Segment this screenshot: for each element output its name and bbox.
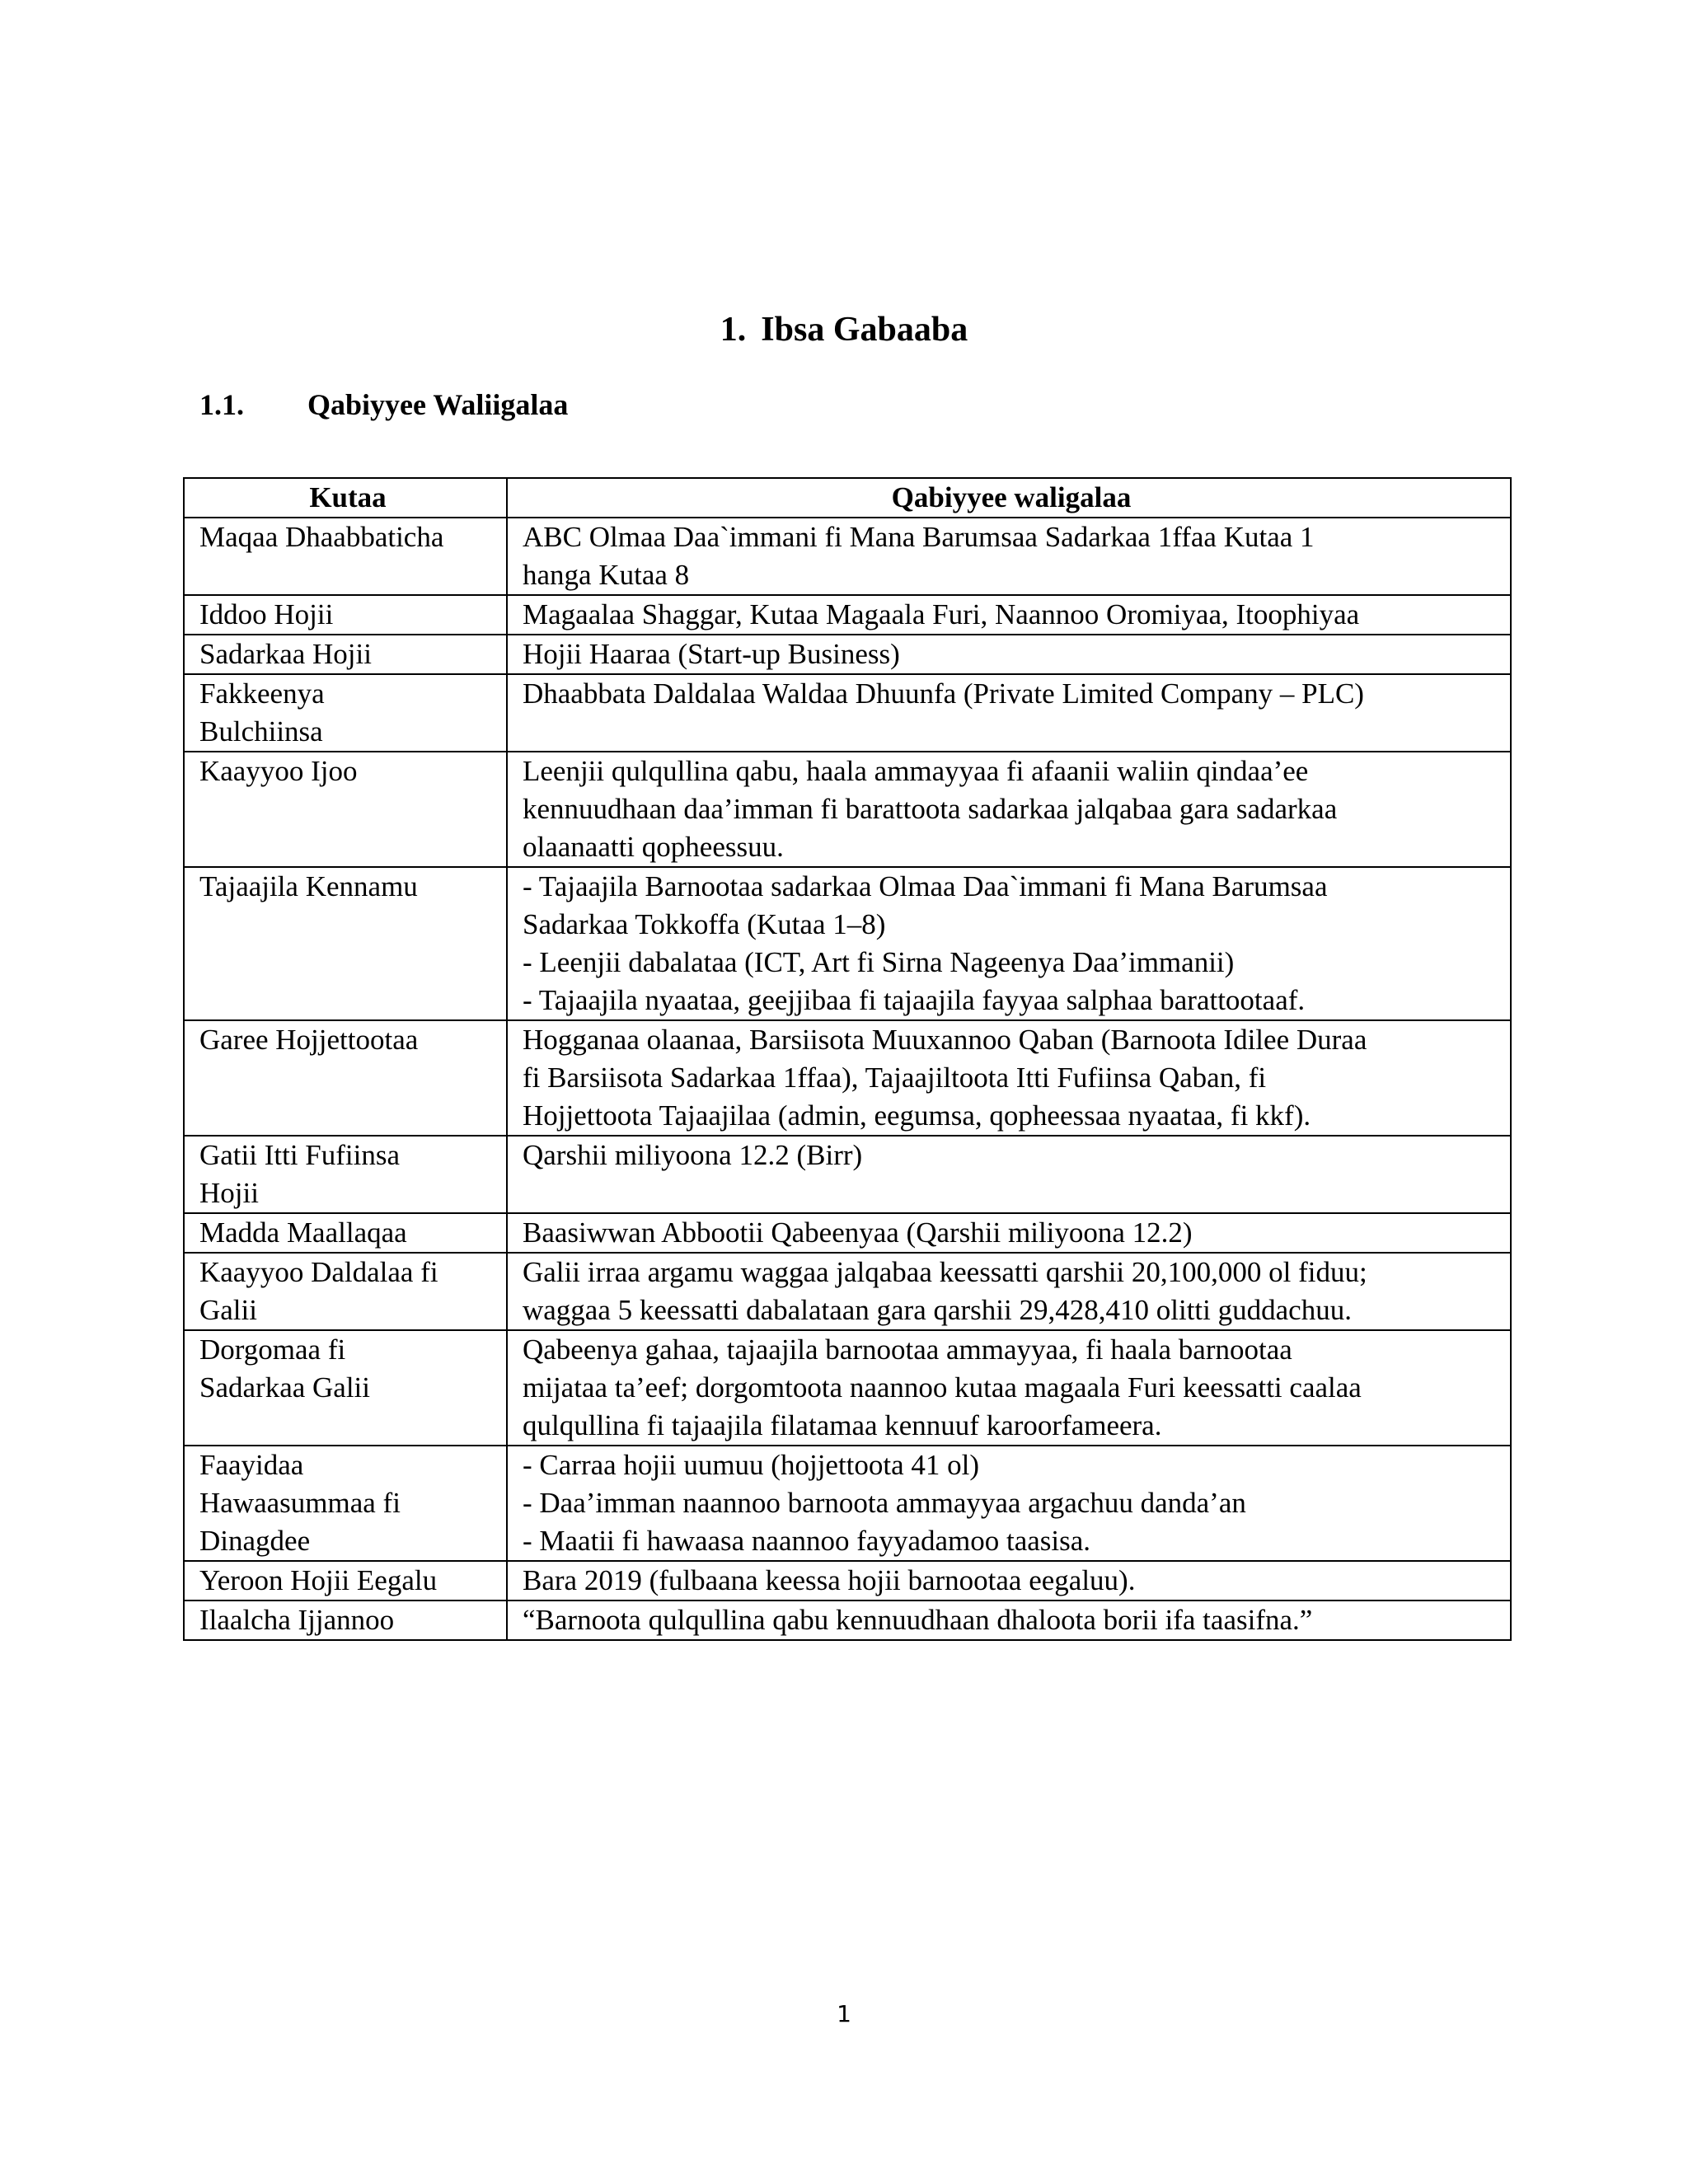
row-content-line: “Barnoota qulqullina qabu kennuudhaan dhaloota borii ifa taasifna.”	[523, 1604, 1313, 1636]
row-content-line: Qabeenya gahaa, tajaajila barnootaa ammayyaa, fi haala barnootaa	[523, 1333, 1292, 1366]
row-label-cell	[184, 1561, 507, 1601]
row-content-cell	[507, 867, 1511, 1020]
row-label-line: Bulchiinsa	[199, 715, 323, 748]
row-label-cell	[184, 674, 507, 752]
row-content-line: Dhaabbata Daldalaa Waldaa Dhuunfa (Private Limited Company – PLC)	[523, 677, 1364, 710]
table-row	[184, 1213, 1511, 1253]
table-row	[184, 518, 1511, 595]
row-content-line: Sadarkaa Tokkoffa (Kutaa 1–8)	[523, 908, 886, 940]
row-label-line: Faayidaa	[199, 1449, 304, 1481]
row-label-line: Gatii Itti Fufiinsa	[199, 1139, 401, 1171]
row-label-line: Galii	[199, 1294, 257, 1326]
row-content-cell	[507, 1253, 1511, 1330]
row-label-line: Ilaalcha Ijjannoo	[199, 1604, 395, 1636]
subsection-title: Qabiyyee Waliigalaa	[307, 388, 569, 421]
row-content-line: qulqullina fi tajaajila filatamaa kennuuf karoorfameera.	[523, 1409, 1162, 1441]
row-content-cell	[507, 1213, 1511, 1253]
row-label-cell	[184, 752, 507, 867]
section-heading	[0, 307, 1688, 353]
row-label-line: Tajaajila Kennamu	[199, 870, 418, 902]
table-row	[184, 1136, 1511, 1213]
row-label-line: Dinagdee	[199, 1525, 311, 1557]
table-row	[184, 635, 1511, 674]
row-label-cell	[184, 1253, 507, 1330]
row-label-cell	[184, 1020, 507, 1136]
row-label-line: Maqaa Dhaabbaticha	[199, 521, 444, 553]
row-content-cell	[507, 635, 1511, 674]
row-label-line: Yeroon Hojii Eegalu	[199, 1564, 438, 1596]
row-content-line: - Leenjii dabalataa (ICT, Art fi Sirna Nageenya Daa’immanii)	[523, 946, 1235, 978]
row-content-cell	[507, 752, 1511, 867]
table-row	[184, 1253, 1511, 1330]
row-label-line: Madda Maallaqaa	[199, 1216, 407, 1249]
row-label-line: Kaayyoo Ijoo	[199, 755, 358, 787]
summary-table	[183, 477, 1512, 1641]
row-content-line: Hogganaa olaanaa, Barsiisota Muuxannoo Qaban (Barnoota Idilee Duraa	[523, 1024, 1367, 1056]
table-row	[184, 1020, 1511, 1136]
column-header-qabiyyee: Qabiyyee waligalaa	[507, 478, 1511, 518]
row-label-line: Garee Hojjettootaa	[199, 1024, 419, 1056]
row-label-line: Hojii	[199, 1177, 259, 1209]
row-content-line: fi Barsiisota Sadarkaa 1ffaa), Tajaajiltoota Itti Fufiinsa Qaban, fi	[523, 1062, 1267, 1094]
row-content-line: mijataa ta’eef; dorgomtoota naannoo kutaa magaala Furi keessatti caalaa	[523, 1371, 1362, 1404]
row-content-line: hanga Kutaa 8	[523, 559, 690, 591]
row-content-line: kennuudhaan daa’imman fi barattoota sadarkaa jalqabaa gara sadarkaa	[523, 793, 1338, 825]
row-label-cell	[184, 867, 507, 1020]
row-label-line: Dorgomaa fi	[199, 1333, 346, 1366]
table-row	[184, 1561, 1511, 1601]
row-label-line: Kaayyoo Daldalaa fi	[199, 1256, 438, 1288]
row-content-cell	[507, 595, 1511, 635]
row-content-line: Galii irraa argamu waggaa jalqabaa keessatti qarshii 20,100,000 ol fiduu;	[523, 1256, 1367, 1288]
row-label-cell	[184, 1601, 507, 1640]
column-header-kutaa: Kutaa	[184, 478, 507, 518]
row-content-line: Hojjettoota Tajaajilaa (admin, eegumsa, qopheessaa nyaataa, fi kkf).	[523, 1099, 1311, 1132]
row-content-cell	[507, 1136, 1511, 1213]
section-title: Ibsa Gabaaba	[761, 311, 968, 349]
row-label-line: Sadarkaa Galii	[199, 1371, 370, 1404]
row-content-line: - Maatii fi hawaasa naannoo fayyadamoo taasisa.	[523, 1525, 1091, 1557]
row-label-cell	[184, 518, 507, 595]
row-content-line: Bara 2019 (fulbaana keessa hojii barnootaa eegaluu).	[523, 1564, 1136, 1596]
section-number: 1.	[720, 311, 747, 349]
row-content-line: ABC Olmaa Daa`immani fi Mana Barumsaa Sadarkaa 1ffaa Kutaa 1	[523, 521, 1315, 553]
table-row	[184, 1446, 1511, 1561]
row-label-line: Iddoo Hojii	[199, 598, 334, 630]
row-label-cell	[184, 1136, 507, 1213]
row-content-cell	[507, 674, 1511, 752]
row-label-cell	[184, 635, 507, 674]
table-row	[184, 867, 1511, 1020]
row-content-line: Hojii Haaraa (Start-up Business)	[523, 638, 900, 670]
row-content-cell	[507, 1330, 1511, 1446]
row-content-cell	[507, 518, 1511, 595]
row-content-line: Qarshii miliyoona 12.2 (Birr)	[523, 1139, 863, 1171]
row-content-cell	[507, 1561, 1511, 1601]
row-content-cell	[507, 1601, 1511, 1640]
table-row	[184, 1330, 1511, 1446]
table-row	[184, 752, 1511, 867]
row-label-line: Fakkeenya	[199, 677, 325, 710]
row-label-cell	[184, 1213, 507, 1253]
table-row	[184, 1601, 1511, 1640]
row-content-line: olaanaatti qopheessuu.	[523, 831, 784, 863]
row-content-line: Baasiwwan Abbootii Qabeenyaa (Qarshii miliyoona 12.2)	[523, 1216, 1193, 1249]
row-label-cell	[184, 1330, 507, 1446]
table-row	[184, 674, 1511, 752]
row-content-line: - Daa’imman naannoo barnoota ammayyaa argachuu danda’an	[523, 1487, 1246, 1519]
row-label-line: Sadarkaa Hojii	[199, 638, 372, 670]
subsection-heading	[199, 385, 568, 424]
table-header-row	[184, 478, 1511, 518]
row-label-cell	[184, 595, 507, 635]
table-body	[184, 518, 1511, 1640]
row-label-cell	[184, 1446, 507, 1561]
row-content-line: waggaa 5 keessatti dabalataan gara qarshii 29,428,410 olitti guddachuu.	[523, 1294, 1352, 1326]
row-content-cell	[507, 1446, 1511, 1561]
row-content-line: - Tajaajila Barnootaa sadarkaa Olmaa Daa`immani fi Mana Barumsaa	[523, 870, 1328, 902]
row-content-line: - Tajaajila nyaataa, geejjibaa fi tajaajila fayyaa salphaa barattootaaf.	[523, 984, 1306, 1016]
row-content-line: - Carraa hojii uumuu (hojjettoota 41 ol)	[523, 1449, 980, 1481]
page-number: 1	[837, 2000, 851, 2027]
row-content-line: Magaalaa Shaggar, Kutaa Magaala Furi, Naannoo Oromiyaa, Itoophiyaa	[523, 598, 1360, 630]
subsection-number: 1.1.	[199, 388, 244, 421]
table-row	[184, 595, 1511, 635]
row-content-cell	[507, 1020, 1511, 1136]
row-content-line: Leenjii qulqullina qabu, haala ammayyaa fi afaanii waliin qindaa’ee	[523, 755, 1309, 787]
row-label-line: Hawaasummaa fi	[199, 1487, 401, 1519]
